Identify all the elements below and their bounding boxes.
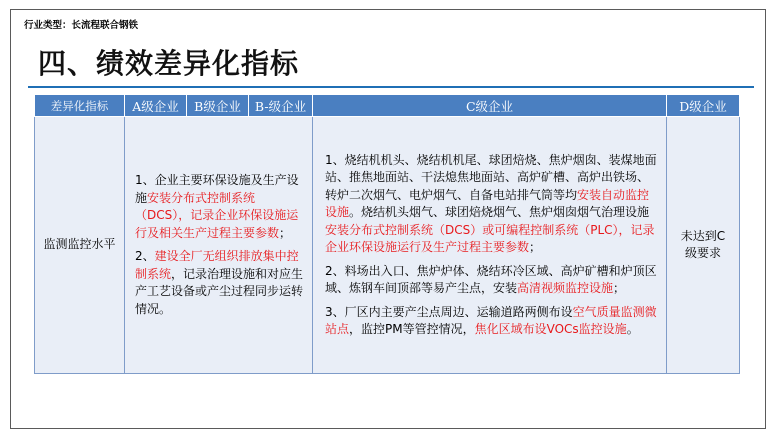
table-header-row	[35, 95, 740, 117]
abb-requirements-text	[135, 172, 304, 318]
body-text: ，监控PM等管控情况，	[349, 322, 475, 336]
col-header-indicator: 差异化指标	[35, 95, 125, 117]
col-header-a: A级企业	[125, 95, 187, 117]
c-requirements-text	[325, 152, 658, 339]
performance-table	[34, 94, 740, 374]
requirement-paragraph	[325, 304, 658, 339]
highlighted-text: 建设全厂无组织排放集中控制系统	[135, 249, 299, 281]
requirement-paragraph	[135, 172, 304, 242]
requirement-paragraph	[135, 248, 304, 318]
highlighted-text: 高清视频监控设施	[517, 281, 614, 295]
d-requirements-cell: 未达到C级要求	[667, 117, 740, 374]
page-title: 四、绩效差异化指标	[38, 47, 300, 80]
requirement-paragraph	[325, 152, 658, 257]
body-text: 。	[626, 322, 639, 336]
industry-label: 行业类型：长流程联合钢铁	[24, 20, 139, 31]
highlighted-text: 焦化区域布设VOCs监控设施	[474, 322, 627, 336]
col-header-d: D级企业	[667, 95, 740, 117]
col-header-c: C级企业	[313, 95, 667, 117]
body-text: ；	[279, 225, 292, 240]
col-header-b-minus: B-级企业	[249, 95, 313, 117]
abb-requirements-cell	[125, 117, 313, 374]
body-text: 1、企业主要环保设施及生产设施	[135, 173, 299, 205]
body-text: ；	[613, 281, 626, 295]
c-requirements-cell	[313, 117, 667, 374]
table-row	[35, 117, 740, 374]
body-text: 1、烧结机机头、烧结机机尾、球团焙烧、焦炉烟囱、装煤地面站、推焦地面站、干法熄焦地面站、高炉矿槽、高炉出铁场、转炉二次烟气、电炉烟气、自备电站排气筒等均	[325, 152, 657, 202]
body-text: 。烧结机头烟气、球团焙烧烟气、焦炉烟囱烟气治理设施	[349, 205, 650, 219]
body-text: ，记录治理设施和对应生产工艺设备或产尘过程同步运转情况。	[135, 266, 304, 316]
highlighted-text: 空气质量监测微站点	[325, 304, 657, 336]
body-text: ；	[529, 240, 542, 254]
highlighted-text: 安装分布式控制系统（DCS），记录企业环保设施运行及相关生产过程主要参数	[135, 190, 299, 240]
col-header-b: B级企业	[187, 95, 249, 117]
requirement-paragraph	[325, 263, 658, 298]
body-text: 3、厂区内主要产尘点周边、运输道路两侧布设	[325, 304, 573, 319]
highlighted-text: 安装分布式控制系统（DCS）或可编程控制系统（PLC），记录企业环保设施运行及生产过程主要参数	[325, 222, 655, 254]
body-text: 2、料场出入口、焦炉炉体、烧结环冷区域、高炉矿槽和炉顶区域、炼钢车间顶部等易产尘点，安装	[325, 263, 657, 295]
row-indicator-cell: 监测监控水平	[35, 117, 125, 374]
highlighted-text: 安装自动监控设施	[325, 187, 650, 219]
title-divider	[28, 86, 754, 88]
body-text: 2、	[135, 249, 155, 263]
